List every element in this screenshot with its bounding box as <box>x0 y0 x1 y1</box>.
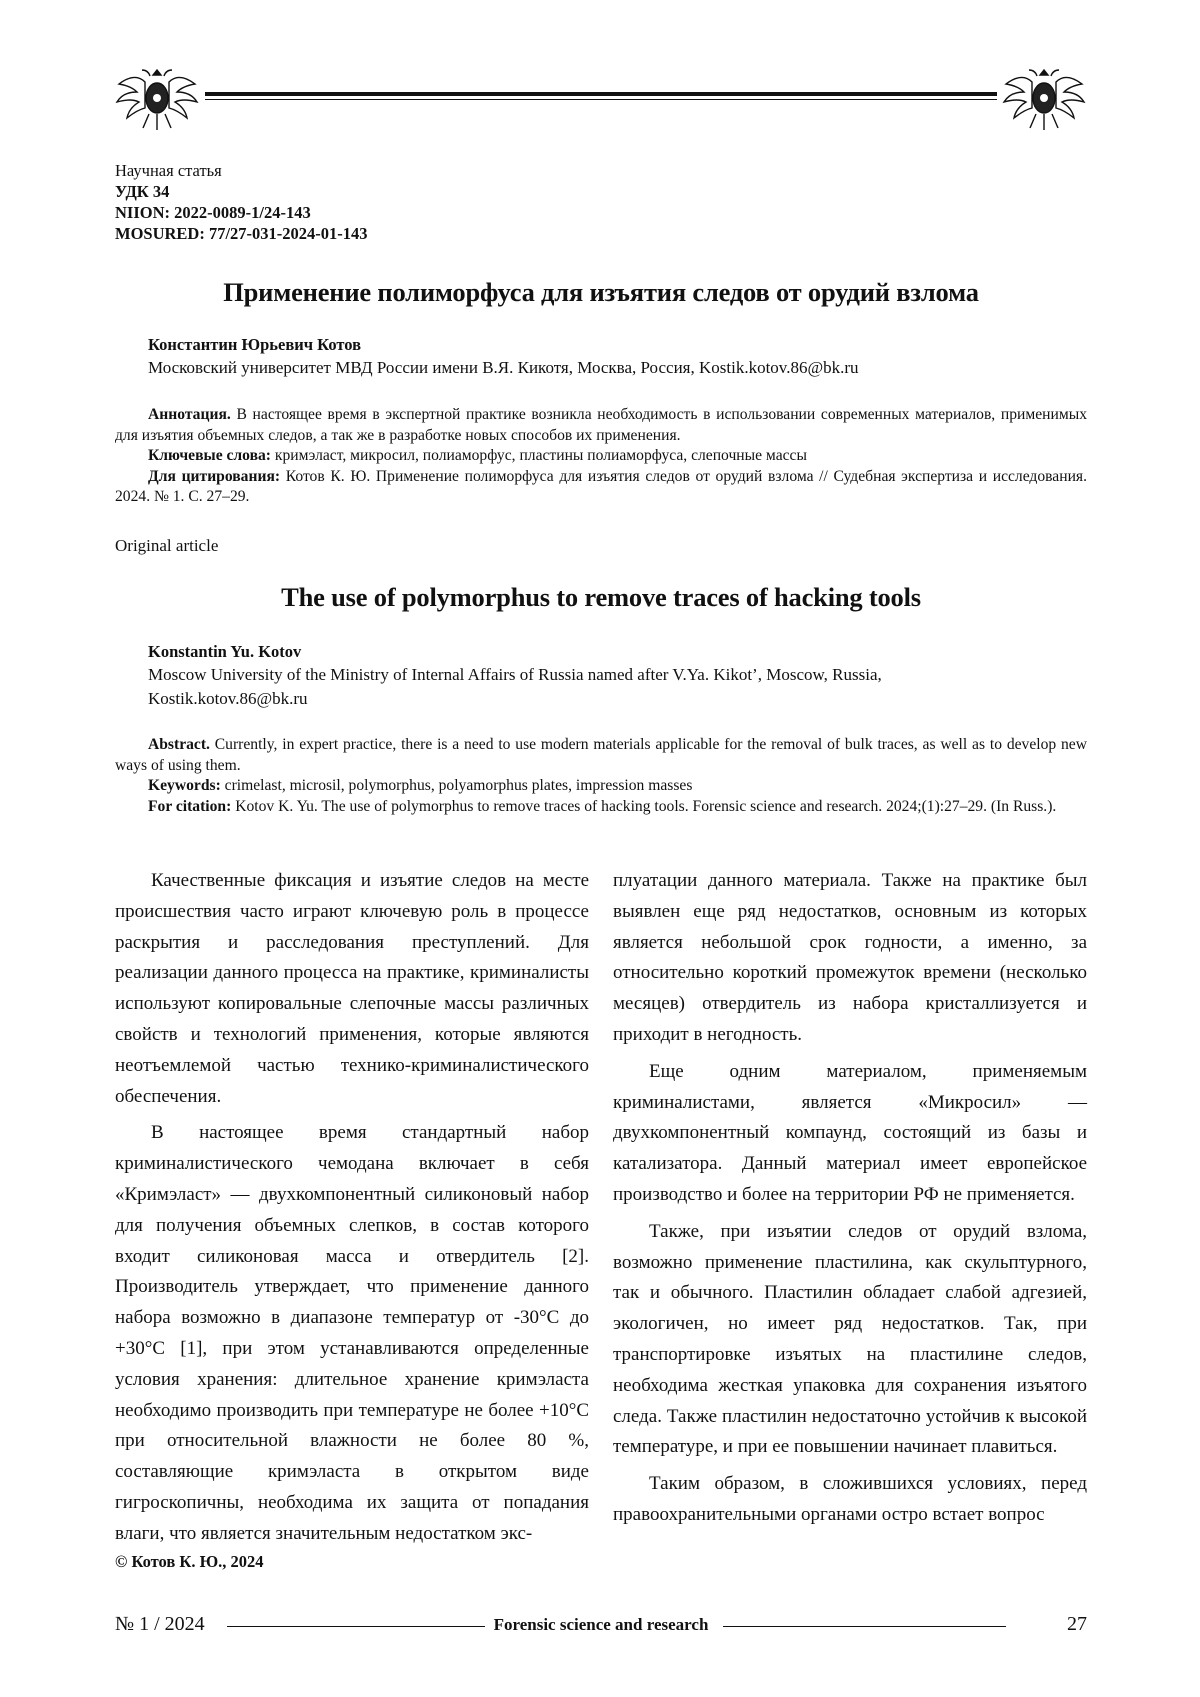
abstract-text-ru: В настоящее время в экспертной практике возникла необходимость в использовании современных материалов, применимых для изъятия объемных следов, а так же в разработке новых способов их применения. <box>115 406 1087 444</box>
copyright-notice: © Котов К. Ю., 2024 <box>115 1552 264 1572</box>
title-ru: Применение полиморфуса для изъятия следов от орудий взлома <box>115 277 1087 308</box>
article-meta <box>115 160 368 244</box>
affiliation-en-email: Kostik.kotov.86@bk.ru <box>148 687 1088 711</box>
title-en: The use of polymorphus to remove traces of hacking tools <box>115 582 1087 613</box>
keywords-label-en: Keywords: <box>148 777 221 794</box>
double-headed-eagle-emblem-icon <box>115 62 200 137</box>
body-paragraph: Таким образом, в сложившихся условиях, перед правоохранительными органами остро встает вопрос <box>613 1469 1087 1531</box>
affiliation-en-line1: Moscow University of the Ministry of Internal Affairs of Russia named after V.Ya. Kikot’, Moscow, Russia, <box>148 663 1088 687</box>
body-paragraph: Еще одним материалом, применяемым криминалистами, является «Микросил» — двухкомпонентный компаунд, состоящий из базы и катализатора. Данный материал имеет европейское производство и более на территории РФ не применяется. <box>613 1057 1087 1211</box>
page-footer <box>115 1613 1087 1643</box>
niion-code: NIION: 2022-0089-1/24-143 <box>115 202 368 223</box>
body-column-left <box>115 866 589 1556</box>
body-column-right <box>613 866 1087 1537</box>
udk-code: УДК 34 <box>115 181 368 202</box>
abstract-text-en: Currently, in expert practice, there is a need to use modern materials applicable for the removal of bulk traces, as well as to develop new ways of using them. <box>115 736 1087 774</box>
citation-text-ru: Котов К. Ю. Применение полиморфуса для изъятия следов от орудий взлома // Судебная экспертиза и исследования. 2024. № 1. С. 27–29. <box>115 468 1087 506</box>
abstract-block-en <box>115 735 1087 817</box>
affiliation-ru: Московский университет МВД России имени В.Я. Кикотя, Москва, Россия, Kostik.kotov.86@bk.ru <box>148 356 1088 380</box>
keywords-text-ru: кримэласт, микросил, полиаморфус, пластины полиаморфуса, слепочные массы <box>275 447 807 464</box>
body-paragraph: плуатации данного материала. Также на практике был выявлен еще ряд недостатков, основным из которых является небольшой срок годности, а именно, за относительно короткий промежуток времени (несколько месяцев) отвердитель из набора кристаллизуется и приходит в негодность. <box>613 866 1087 1051</box>
article-type-en: Original article <box>115 536 218 556</box>
mosured-code: MOSURED: 77/27-031-2024-01-143 <box>115 223 368 244</box>
journal-name: Forensic science and research <box>115 1615 1087 1635</box>
citation-label-en: For citation: <box>148 798 231 815</box>
affiliation-en <box>148 663 1088 711</box>
author-name-ru: Константин Юрьевич Котов <box>148 335 361 355</box>
page-header <box>115 62 1087 137</box>
double-headed-eagle-emblem-icon <box>1002 62 1087 137</box>
body-paragraph: Также, при изъятии следов от орудий взлома, возможно применение пластилина, как скульптурного, так и обычного. Пластилин обладает слабой адгезией, экологичен, но имеет ряд недостатков. Так, при транспортировке изъятых на пластилине следов, необходима жесткая упаковка для сохранения изъятого следа. Также пластилин недостаточно устойчив к высокой температуре, и при ее повышении начинает плавиться. <box>613 1217 1087 1463</box>
citation-text-en: Kotov K. Yu. The use of polymorphus to remove traces of hacking tools. Forensic science and research. 2024;(1):27–29. (In Russ.). <box>235 798 1056 815</box>
citation-label-ru: Для цитирования: <box>148 468 280 485</box>
abstract-label-en: Abstract. <box>148 736 210 753</box>
abstract-label-ru: Аннотация. <box>148 406 231 423</box>
article-type-ru: Научная статья <box>115 160 368 181</box>
keywords-label-ru: Ключевые слова: <box>148 447 271 464</box>
issue-number: № 1 / 2024 <box>115 1613 205 1636</box>
body-paragraph: В настоящее время стандартный набор криминалистического чемодана включает в себя «Кримэласт» — двухкомпонентный силиконовый набор для получения объемных слепков, в состав которого входит силиконовая масса и отвердитель [2]. Производитель утверждает, что применение данного набора возможно в диапазоне температур от -30°C до +30°C [1], при этом устанавливаются определенные условия хранения: длительное хранение кримэласта необходимо производить при температуре не более +10°C при относительной влажности не более 80 %, составляющие кримэласта в открытом виде гигроскопичны, необходима их защита от попадания влаги, что является значительным недостатком экс- <box>115 1118 589 1549</box>
header-double-rule <box>205 92 997 102</box>
page-number: 27 <box>1067 1613 1087 1636</box>
author-name-en: Konstantin Yu. Kotov <box>148 642 301 662</box>
footer-rule-right <box>723 1626 1006 1627</box>
keywords-text-en: crimelast, microsil, polymorphus, polyamorphus plates, impression masses <box>225 777 693 794</box>
abstract-block-ru <box>115 405 1087 508</box>
body-paragraph: Качественные фиксация и изъятие следов на месте происшествия часто играют ключевую роль в процессе раскрытия и расследования преступлений. Для реализации данного процесса на практике, криминалисты используют копировальные слепочные массы различных свойств и технологий применения, которые являются неотъемлемой частью технико-криминалистического обеспечения. <box>115 866 589 1112</box>
